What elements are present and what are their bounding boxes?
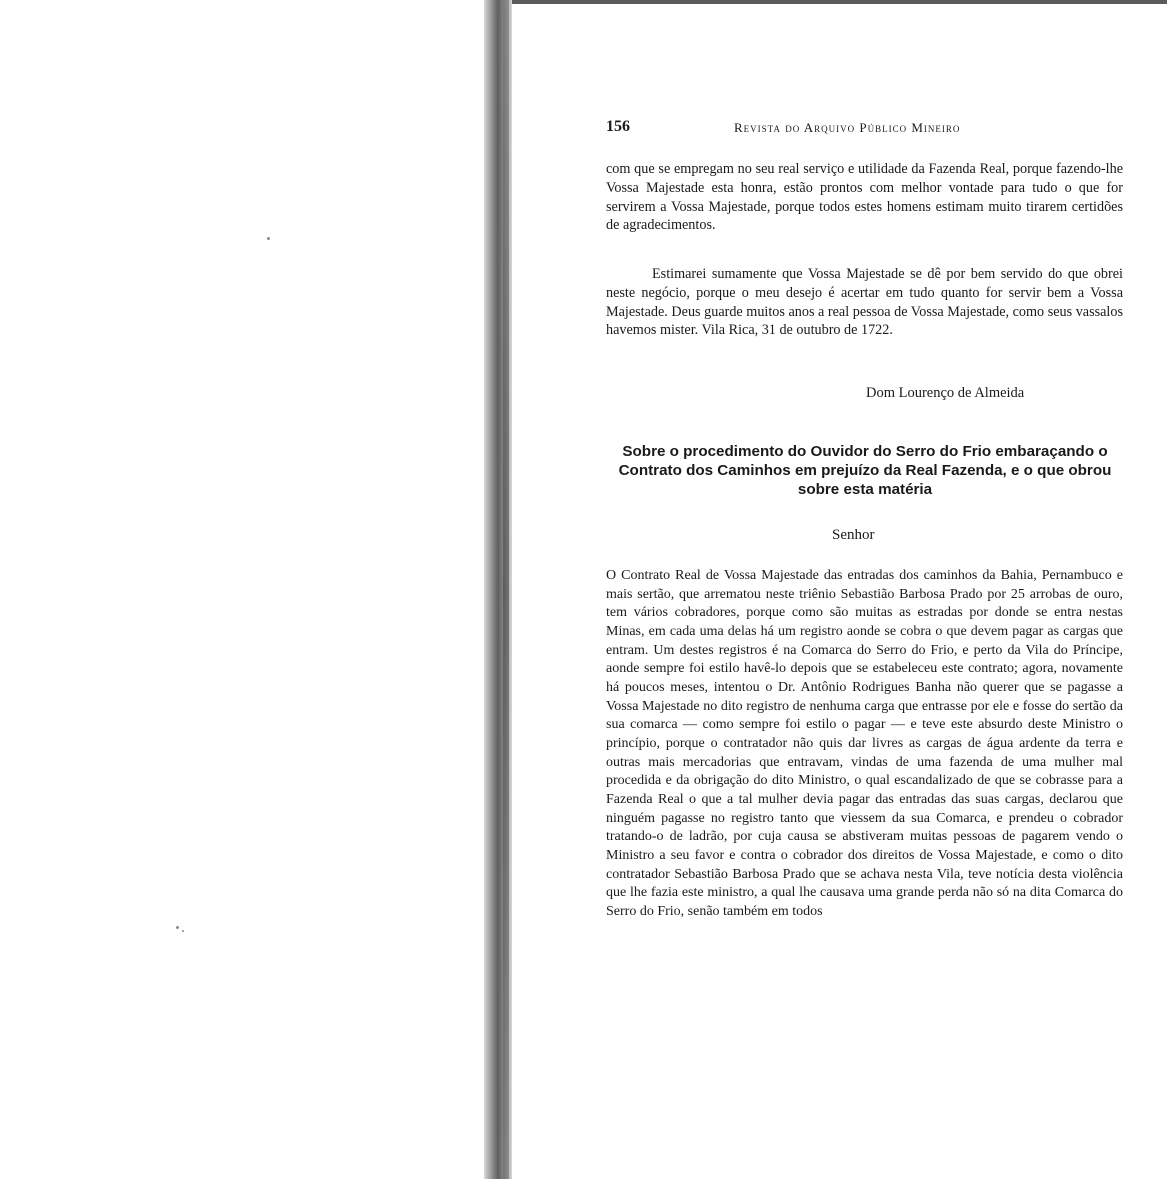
paragraph-continuation: com que se empregam no seu real serviço e utilidade da Fazenda Real, porque fazendo-lhe Vossa Majestade esta honra, estão prontos com melhor vontade para tudo o que for servirem a Vossa Majestade, porque todos estes homens estimam muito tirarem certidões de agradecimentos. xyxy=(606,161,1123,234)
signature: Dom Lourenço de Almeida xyxy=(866,385,1025,401)
page-number: 156 xyxy=(606,118,630,135)
binding-shadow xyxy=(503,0,509,1179)
paper-speck xyxy=(176,926,179,929)
blank-left-page xyxy=(0,0,484,1179)
running-head xyxy=(606,118,1106,142)
right-page xyxy=(520,0,1167,1179)
paper-speck xyxy=(267,237,270,240)
salutation: Senhor xyxy=(832,527,875,543)
paragraph-closing: Estimarei sumamente que Vossa Majestade se dê por bem servido do que obrei neste negócio, porque o meu desejo é acertar em tudo quanto for servir bem a Vossa Majestade. Deus guarde muitos anos a real pessoa de Vossa Majestade, como seus vassalos havemos mister. Vila Rica, 31 de outubro de 1722. xyxy=(606,266,1123,339)
section-title: Sobre o procedimento do Ouvidor do Serro do Frio embaraçando o Contrato dos Caminhos em prejuízo da Real Fazenda, e o que obrou sobre esta matéria xyxy=(618,443,1112,498)
paper-speck xyxy=(182,930,184,932)
journal-title: Revista do Arquivo Público Mineiro xyxy=(734,120,961,135)
paragraph-letter-body: O Contrato Real de Vossa Majestade das entradas dos caminhos da Bahia, Pernambuco e mais sertão, que arrematou neste triênio Sebastião Barbosa Prado por 25 arrobas de ouro, tem vários cobradores, porque como são muitas as estradas por donde se entra nestas Minas, em cada uma delas há um registro aonde se cobra o que devem pagar as cargas que entram. Um destes registros é na Comarca do Serro do Frio, e perto da Vila do Príncipe, aonde sempre foi estilo havê-lo depois que se estabeleceu este contrato; agora, novamente há poucos meses, intentou o Dr. Antônio Rodrigues Banha não querer que se pagasse a Vossa Majestade no dito registro de nenhuma carga que entrasse por ele e fosse do sertão da sua comarca — como sempre foi estilo o pagar — e teve este absurdo deste Ministro o princípio, porque o contratador não quis dar livres as cargas de água ardente da terra e outras mais mercadorias que entravam, vindas de uma fazenda de uma mulher mal procedida e da obrigação do dito Ministro, o qual escandalizado de que se cobrasse para a Fazenda Real o que a tal mulher devia pagar das entradas das suas cargas, declarou que ninguém pagasse no registro tanto que viessem da sua Comarca, e prendeu o cobrador tratando-o de ladrão, por cuja causa se abstiveram muitas pessoas de pagarem vendo o Ministro a seu favor e contra o cobrador dos direitos de Vossa Majestade, e como o dito contratador Sebastião Barbosa Prado que se achava nesta Vila, teve notícia desta violência que lhe fazia este ministro, a qual lhe causava uma grande perda não só na dita Comarca do Serro do Frio, senão também em todos xyxy=(606,568,1123,919)
